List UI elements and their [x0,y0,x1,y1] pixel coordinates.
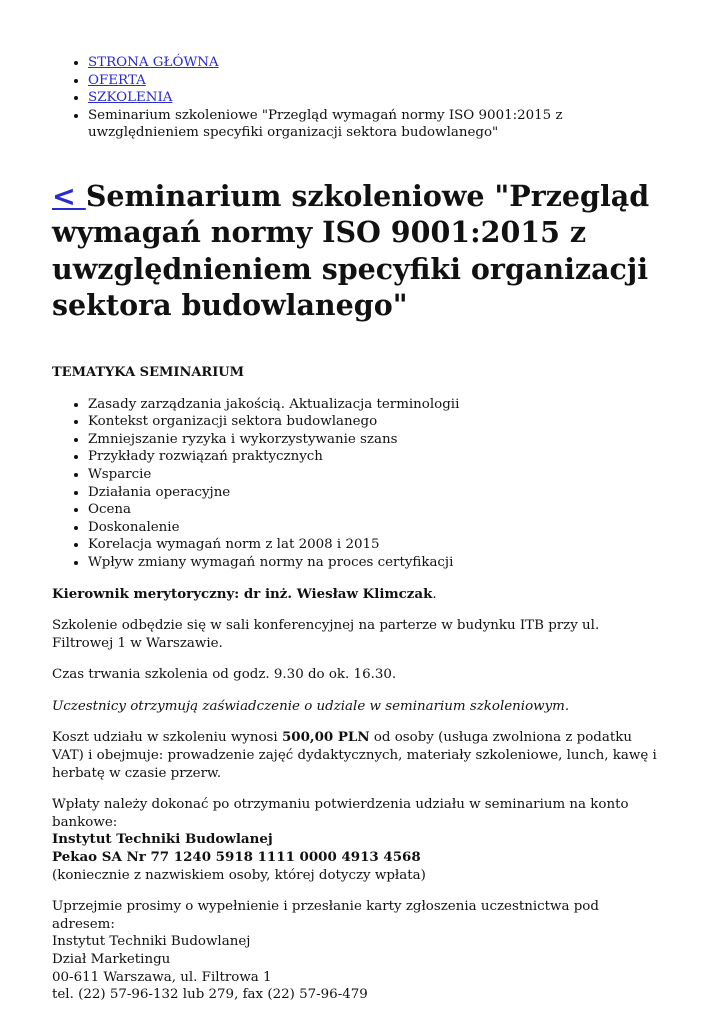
breadcrumb-current-label: Seminarium szkoleniowe "Przegląd wymagań normy ISO 9001:2015 z uwzględnieniem specyfiki organizacji sektora budowlanego" [88,107,563,141]
list-item: • Ocena [88,501,664,519]
payment-account: Pekao SA Nr 77 1240 5918 1111 0000 4913 4568 [52,849,421,866]
page-content [52,54,664,1018]
payment-intro: Wpłaty należy dokonać po otrzymaniu potwierdzenia udziału w seminarium na konto bankowe: [52,797,629,830]
topics-list [52,396,664,572]
payment-recipient: Instytut Techniki Budowlanej [52,831,273,848]
certificate-paragraph [52,698,664,716]
breadcrumb-item-offer [88,72,664,90]
list-item: • Korelacja wymagań norm z lat 2008 i 2015 [88,536,664,554]
duration-paragraph: Czas trwania szkolenia od godz. 9.30 do ok. 16.30. [52,667,397,683]
contact-line-department: Dział Marketingu [52,952,171,967]
breadcrumb-item-current [88,107,664,142]
manager-paragraph [52,586,664,604]
back-link[interactable]: < [52,178,86,213]
list-item: • Kontekst organizacji sektora budowlanego [88,413,664,431]
breadcrumb-item-trainings [88,89,664,107]
breadcrumb-item-home [88,54,664,72]
manager-text: Kierownik merytoryczny: dr inż. Wiesław Klimczak [52,585,433,602]
contact-line-institute: Instytut Techniki Budowlanej [52,934,251,950]
contact-paragraph [52,898,664,1004]
cost-prefix: Koszt udziału w szkoleniu wynosi [52,730,282,746]
breadcrumb-link-trainings[interactable]: SZKOLENIA [88,90,173,106]
cost-amount: 500,00 PLN [281,729,370,746]
contact-line-address: 00-611 Warszawa, ul. Filtrowa 1 [52,969,272,985]
page-title-text: Seminarium szkoleniowe "Przegląd wymagań normy ISO 9001:2015 z uwzględnieniem specyfiki organizacji sektora budowlanego" [52,178,650,323]
cost-suffix: od osoby (usługa zwolniona z podatku VAT) i obejmuje: prowadzenie zajęć dydaktycznych, materiały szkoleniowe, lunch, kawę i herbatę w czasie przerw. [52,730,657,781]
topics-heading: TEMATYKA SEMINARIUM [52,364,245,380]
certificate-text: Uczestnicy otrzymują zaświadczenie o udziale w seminarium szkoleniowym. [52,698,570,714]
contact-line-phone: tel. (22) 57-96-132 lub 279, fax (22) 57-96-479 [52,987,368,1003]
breadcrumb-link-offer[interactable]: OFERTA [88,72,146,88]
breadcrumb [52,54,664,142]
breadcrumb-link-home[interactable]: STRONA GŁÓWNA [88,55,219,70]
cost-paragraph [52,729,664,782]
manager-suffix: . [432,586,437,602]
list-item: • Zasady zarządzania jakością. Aktualizacja terminologii [88,396,664,414]
payment-note: (koniecznie z nazwiskiem osoby, której dotyczy wpłata) [52,867,426,883]
list-item: • Przykłady rozwiązań praktycznych [88,448,664,466]
list-item: • Zmniejszanie ryzyka i wykorzystywanie szans [88,431,664,449]
page-title [52,178,664,324]
list-item: • Wsparcie [88,466,664,484]
location-paragraph: Szkolenie odbędzie się w sali konferencyjnej na parterze w budynku ITB przy ul. Filtrowej 1 w Warszawie. [52,618,600,651]
contact-intro: Uprzejmie prosimy o wypełnienie i przesłanie karty zgłoszenia uczestnictwa pod adresem: [52,899,599,932]
list-item: • Wpływ zmiany wymagań normy na proces certyfikacji [88,554,664,572]
list-item: • Działania operacyjne [88,484,664,502]
list-item: • Doskonalenie [88,519,664,537]
payment-paragraph [52,796,664,884]
